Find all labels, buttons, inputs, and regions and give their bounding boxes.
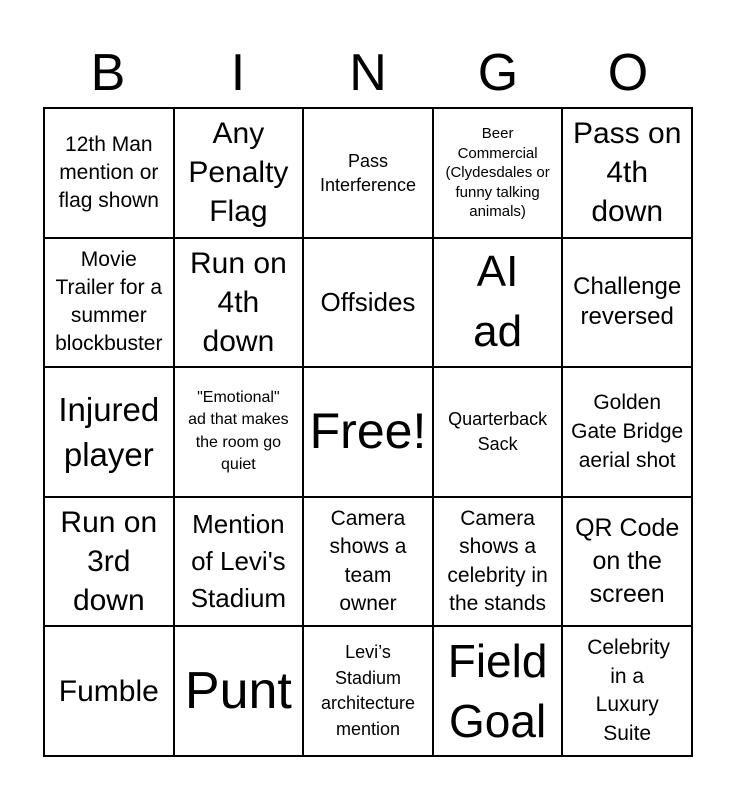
header-letter-g: G <box>477 44 519 102</box>
bingo-cell-3-5[interactable] <box>562 367 692 497</box>
cell-label: Celebrity in a Luxury Suite <box>587 636 671 745</box>
cell-label: Run on 3rd down <box>60 506 158 618</box>
bingo-cell-1-5[interactable] <box>562 108 692 238</box>
cell-label: Golden Gate Bridge aerial shot <box>571 391 684 473</box>
bingo-cell-4-1[interactable] <box>44 497 174 627</box>
header-letter-o: O <box>607 44 649 102</box>
bingo-cell-1-2[interactable] <box>174 108 304 238</box>
cell-label: Challenge reversed <box>573 273 682 331</box>
cell-label: Offsides <box>320 286 416 317</box>
bingo-cell-2-1[interactable] <box>44 238 174 368</box>
header-letter-i: I <box>230 44 246 102</box>
cell-label: Injured player <box>58 390 160 473</box>
bingo-cell-1-4[interactable] <box>433 108 563 238</box>
header-letter-n: N <box>349 44 387 102</box>
header-letter-b: B <box>90 44 126 102</box>
bingo-cell-3-2[interactable] <box>174 367 304 497</box>
bingo-cell-4-3[interactable] <box>303 497 433 627</box>
bingo-cell-3-1[interactable] <box>44 367 174 497</box>
bingo-cell-3-3[interactable] <box>303 367 433 497</box>
bingo-cell-5-1[interactable] <box>44 626 174 756</box>
cell-label: Punt <box>184 662 292 721</box>
bingo-cell-1-1[interactable] <box>44 108 174 238</box>
bingo-cell-5-4[interactable] <box>433 626 563 756</box>
bingo-cell-2-5[interactable] <box>562 238 692 368</box>
cell-label: Run on 4th down <box>190 246 287 358</box>
bingo-cell-5-5[interactable] <box>562 626 692 756</box>
bingo-cell-4-2[interactable] <box>174 497 304 627</box>
bingo-header <box>43 42 693 104</box>
bingo-cell-2-2[interactable] <box>174 238 304 368</box>
cell-label: Camera shows a celebrity in the stands <box>447 506 548 616</box>
cell-label: AI ad <box>473 247 523 357</box>
cell-label: Quarterback Sack <box>448 408 548 454</box>
cell-label: Field Goal <box>447 635 548 748</box>
bingo-cell-2-4[interactable] <box>433 238 563 368</box>
bingo-cell-4-4[interactable] <box>433 497 563 627</box>
cell-label: Pass on 4th down <box>572 117 682 229</box>
cell-label: QR Code on the screen <box>575 514 680 609</box>
cell-label: 12th Man mention or flag shown <box>58 132 159 212</box>
bingo-cell-5-3[interactable] <box>303 626 433 756</box>
cell-label: Fumble <box>58 674 159 708</box>
cell-label: Free! <box>309 403 427 460</box>
bingo-cell-4-5[interactable] <box>562 497 692 627</box>
cell-label: Camera shows a team owner <box>329 506 407 616</box>
cell-label: Any Penalty Flag <box>188 117 289 229</box>
cell-label: Pass Interference <box>319 150 417 195</box>
cell-label: Mention of Levi's Stadium <box>190 509 287 614</box>
cell-label: Beer Commercial (Clydesdales or funny talking animals) <box>445 125 550 221</box>
bingo-card <box>43 107 693 757</box>
cell-label: Movie Trailer for a summer blockbuster <box>55 248 163 356</box>
bingo-cell-1-3[interactable] <box>303 108 433 238</box>
cell-label: "Emotional" ad that makes the room go quiet <box>188 388 289 474</box>
bingo-cell-5-2[interactable] <box>174 626 304 756</box>
bingo-cell-3-4[interactable] <box>433 367 563 497</box>
cell-label: Levi’s Stadium architecture mention <box>320 642 416 739</box>
bingo-cell-2-3[interactable] <box>303 238 433 368</box>
